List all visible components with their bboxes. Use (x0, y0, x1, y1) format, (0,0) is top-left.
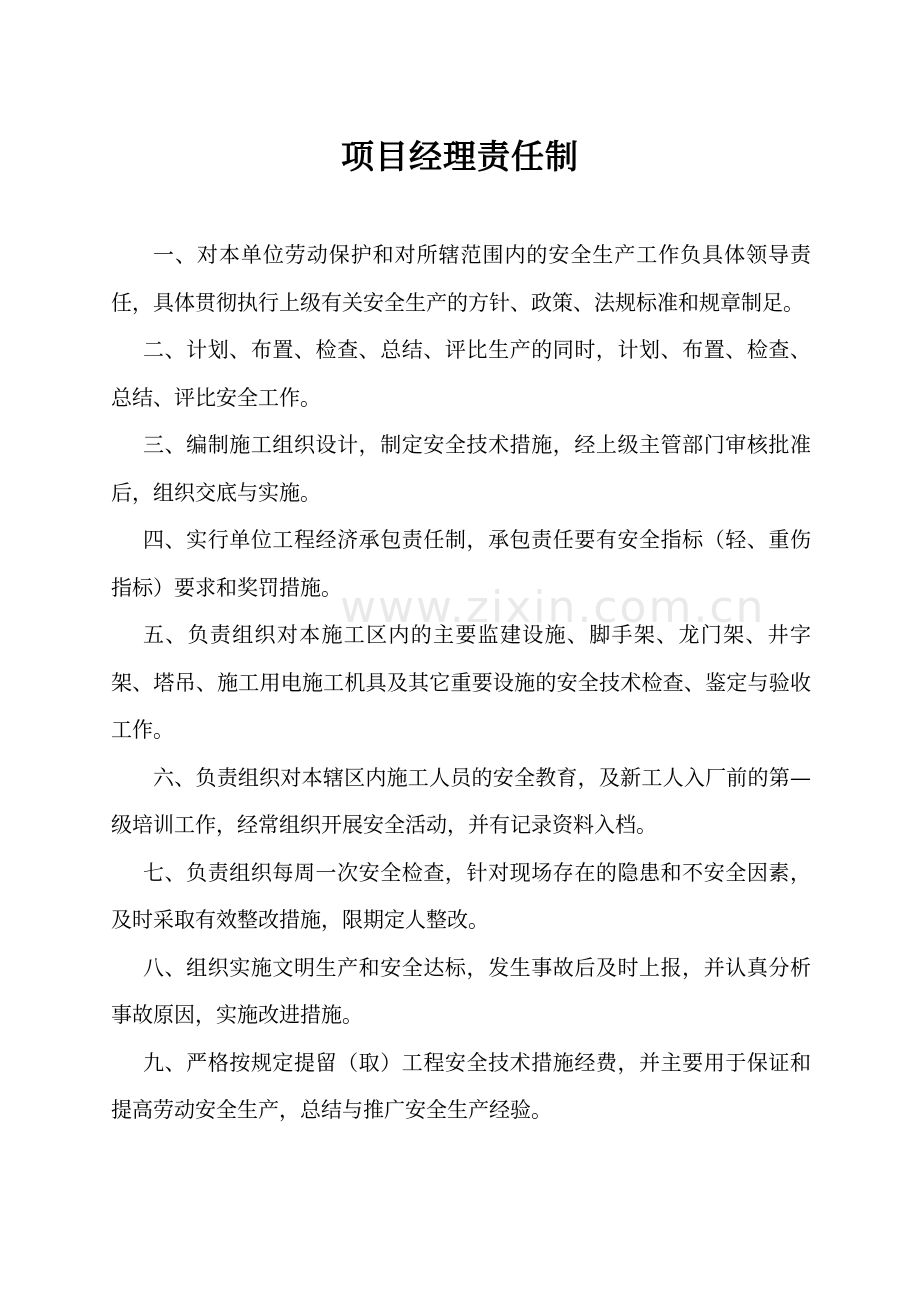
paragraph-6: 六、负责组织对本辖区内施工人员的安全教育，及新工人入厂前的第—级培训工作，经常组织开展安全活动，并有记录资料入档。 (111, 765, 811, 837)
document-title: 项目经理责任制 (341, 137, 579, 176)
paragraph-9: 九、严格按规定提留（取）工程安全技术措施经费，并主要用于保证和提高劳动安全生产，总结与推广安全生产经验。 (111, 1050, 811, 1122)
watermark: www.zixin.com.cn (340, 582, 766, 633)
paragraph-4: 四、实行单位工程经济承包责任制，承包责任要有安全指标（轻、重伤指标）要求和奖罚措施。 (111, 528, 811, 600)
paragraph-3: 三、编制施工组织设计，制定安全技术措施，经上级主管部门审核批准后，组织交底与实施。 (111, 433, 811, 505)
paragraph-2: 二、计划、布置、检查、总结、评比生产的同时，计划、布置、检查、总结、评比安全工作。 (111, 338, 811, 410)
paragraph-1: 一、对本单位劳动保护和对所辖范围内的安全生产工作负具体领导责任，具体贯彻执行上级有关安全生产的方针、政策、法规标准和规章制足。 (111, 243, 811, 315)
paragraph-7: 七、负责组织每周一次安全检查，针对现场存在的隐患和不安全因素，及时采取有效整改措施，限期定人整改。 (111, 860, 811, 932)
paragraph-5: 五、负责组织对本施工区内的主要监建设施、脚手架、龙门架、井字架、塔吊、施工用电施工机具及其它重要设施的安全技术检查、鉴定与验收工作。 (111, 623, 811, 742)
document-body (111, 232, 811, 1135)
paragraph-8: 八、组织实施文明生产和安全达标，发生事故后及时上报，并认真分析事故原因，实施改进措施。 (111, 955, 811, 1027)
